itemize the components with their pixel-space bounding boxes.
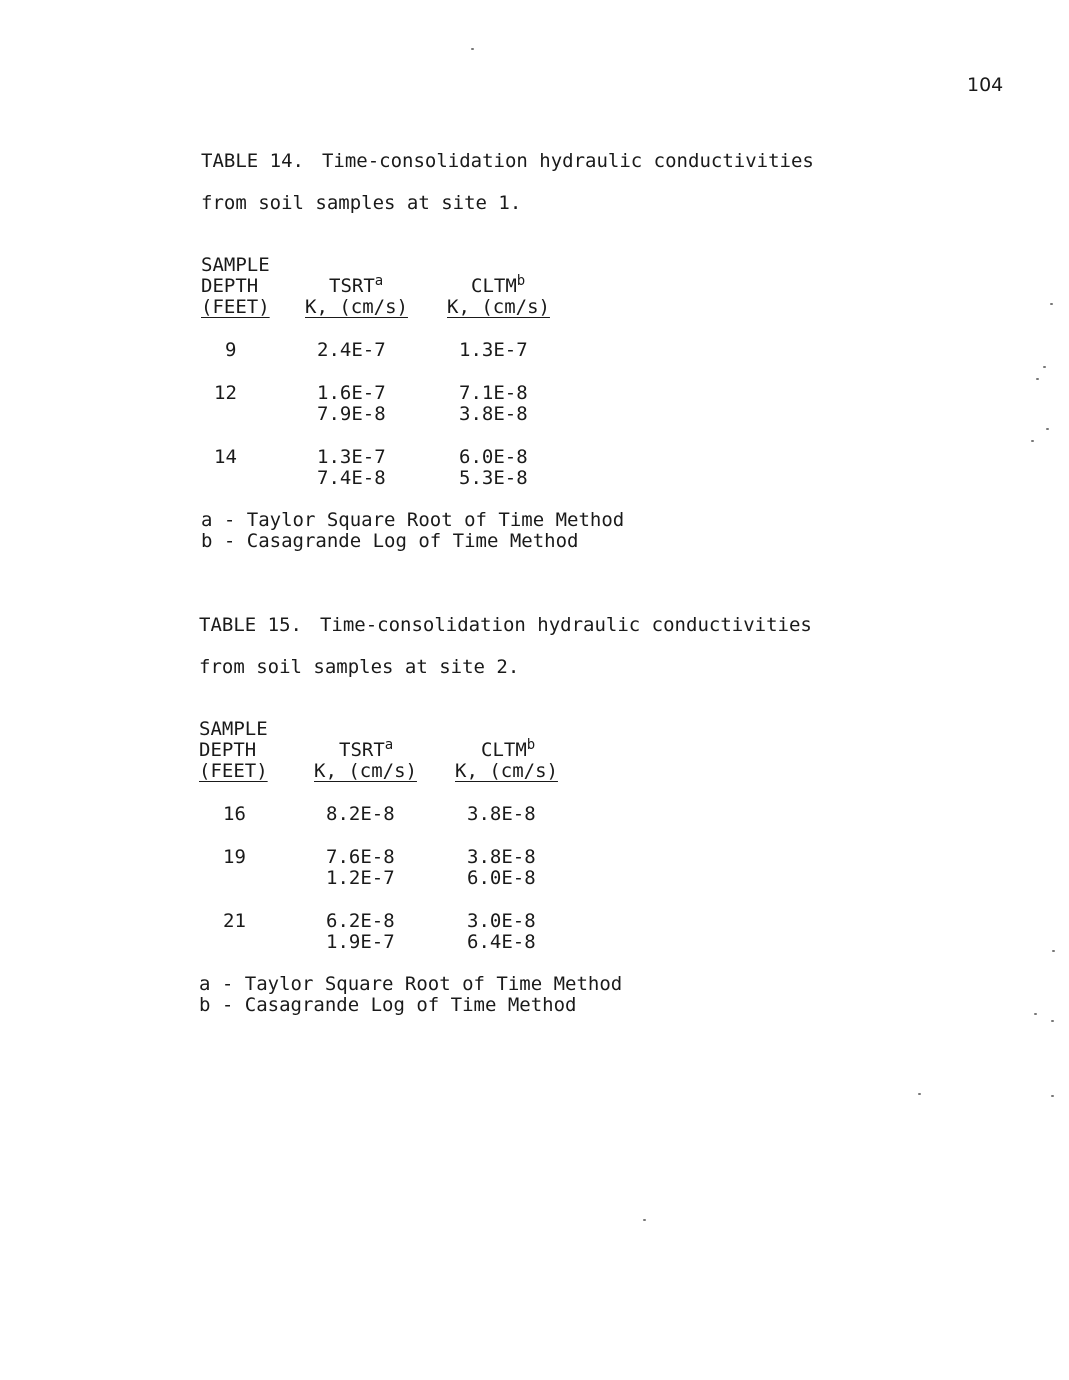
table-caption	[199, 594, 959, 699]
header-depth: DEPTH	[201, 275, 259, 297]
footnote-b: b - Casagrande Log of Time Method	[199, 994, 577, 1016]
cell-depth: 19	[223, 846, 246, 868]
cell-tsrt: 6.2E-8	[326, 910, 395, 932]
table-body	[199, 782, 959, 953]
table-caption	[201, 130, 961, 235]
cell-tsrt: 1.2E-7	[326, 867, 395, 889]
header-feet: (FEET)	[199, 760, 268, 782]
table-footnotes	[199, 974, 959, 1016]
header-cltm: CLTM$^b$	[471, 273, 526, 297]
table-header	[199, 719, 959, 782]
header-sample: SAMPLE	[201, 254, 270, 276]
page-number: 104	[967, 74, 1004, 96]
cell-cltm: 6.4E-8	[467, 931, 536, 953]
header-cltm-unit: K, (cm/s)	[455, 760, 558, 782]
scan-speck	[1034, 1013, 1037, 1015]
cell-cltm: 3.8E-8	[459, 403, 528, 425]
footnote-marker-a: a	[374, 273, 384, 289]
scan-speck	[1046, 428, 1049, 430]
table-footnotes	[201, 510, 961, 552]
table-label: TABLE 15.	[199, 614, 302, 636]
cell-cltm: 3.0E-8	[467, 910, 536, 932]
cell-cltm: 3.8E-8	[467, 846, 536, 868]
cell-cltm: 6.0E-8	[459, 446, 528, 468]
table-14	[201, 130, 961, 552]
table-row	[199, 932, 959, 953]
table-label: TABLE 14.	[201, 150, 304, 172]
cell-cltm: 1.3E-7	[459, 339, 528, 361]
header-tsrt: TSRT$^a$	[329, 273, 384, 297]
scan-speck	[471, 48, 474, 50]
table-row	[201, 468, 961, 489]
scan-speck	[1043, 366, 1046, 368]
table-row	[199, 868, 959, 889]
scan-speck	[1052, 950, 1055, 952]
footnote-marker-a: a	[384, 737, 394, 753]
cell-depth: 9	[225, 339, 237, 361]
header-tsrt-unit: K, (cm/s)	[305, 296, 408, 318]
cell-cltm: 3.8E-8	[467, 803, 536, 825]
cell-tsrt: 2.4E-7	[317, 339, 386, 361]
header-tsrt: TSRT$^a$	[339, 737, 394, 761]
header-depth: DEPTH	[199, 739, 257, 761]
cell-tsrt: 1.3E-7	[317, 446, 386, 468]
table-row	[201, 447, 961, 468]
scan-speck	[1050, 303, 1053, 305]
header-feet: (FEET)	[201, 296, 270, 318]
table-header	[201, 255, 961, 318]
table-row	[201, 383, 961, 404]
scan-speck	[643, 1219, 646, 1221]
cell-cltm: 7.1E-8	[459, 382, 528, 404]
scan-speck	[1036, 378, 1039, 380]
footnote-a: a - Taylor Square Root of Time Method	[199, 973, 623, 995]
header-tsrt-unit: K, (cm/s)	[314, 760, 417, 782]
scan-speck	[1031, 440, 1034, 442]
table-row	[199, 847, 959, 868]
cell-tsrt: 7.6E-8	[326, 846, 395, 868]
cell-tsrt: 7.9E-8	[317, 403, 386, 425]
header-cltm: CLTM$^b$	[481, 737, 536, 761]
cell-cltm: 6.0E-8	[467, 867, 536, 889]
table-title-line2: from soil samples at site 1.	[201, 192, 522, 214]
cell-depth: 21	[223, 910, 246, 932]
footnote-marker-b: b	[526, 737, 536, 753]
footnote-b: b - Casagrande Log of Time Method	[201, 530, 579, 552]
table-15	[199, 594, 959, 1016]
cell-tsrt: 1.6E-7	[317, 382, 386, 404]
table-row	[199, 911, 959, 932]
table-title-line1: Time-consolidation hydraulic conductivities	[319, 614, 812, 636]
scan-speck	[1051, 1095, 1054, 1097]
table-row	[201, 340, 961, 361]
cell-depth: 14	[214, 446, 237, 468]
table-body	[201, 318, 961, 489]
table-title-line2: from soil samples at site 2.	[199, 656, 520, 678]
table-row	[201, 404, 961, 425]
cell-depth: 12	[214, 382, 237, 404]
scan-speck	[1051, 1020, 1054, 1022]
cell-depth: 16	[223, 803, 246, 825]
cell-tsrt: 8.2E-8	[326, 803, 395, 825]
cell-tsrt: 7.4E-8	[317, 467, 386, 489]
cell-tsrt: 1.9E-7	[326, 931, 395, 953]
footnote-marker-b: b	[516, 273, 526, 289]
table-row	[199, 804, 959, 825]
header-sample: SAMPLE	[199, 718, 268, 740]
header-cltm-unit: K, (cm/s)	[447, 296, 550, 318]
cell-cltm: 5.3E-8	[459, 467, 528, 489]
table-title-line1: Time-consolidation hydraulic conductivities	[321, 150, 814, 172]
footnote-a: a - Taylor Square Root of Time Method	[201, 509, 625, 531]
scan-speck	[918, 1093, 921, 1095]
